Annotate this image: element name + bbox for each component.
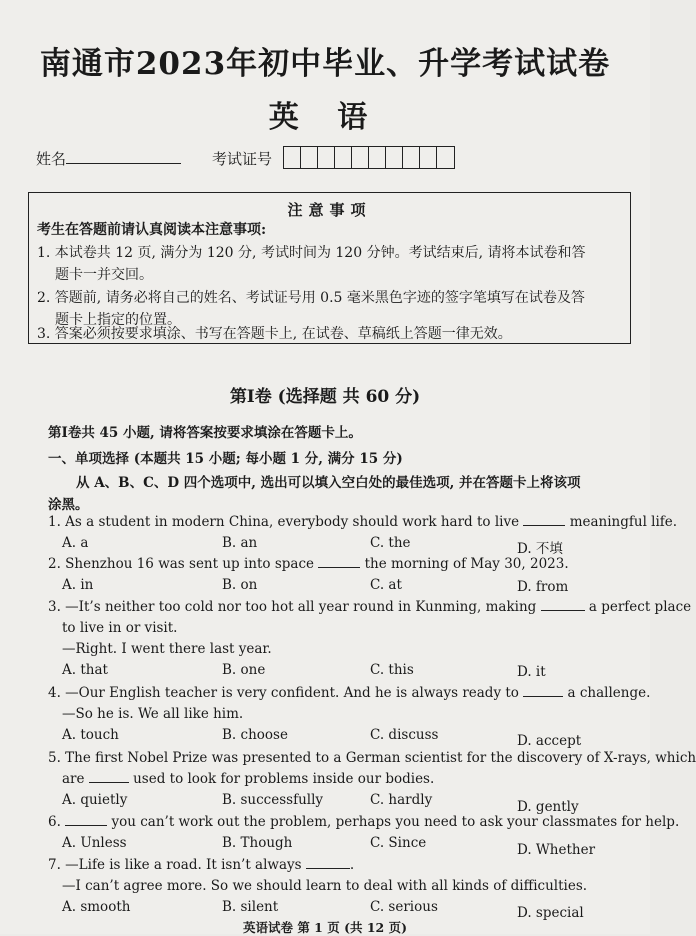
- answer-blank[interactable]: [89, 771, 129, 783]
- option[interactable]: D. gently: [517, 799, 579, 815]
- option[interactable]: B. an: [222, 535, 258, 551]
- question-text: you can’t work out the problem, perhaps you need to ask your classmates for help.: [111, 814, 680, 830]
- option[interactable]: A. touch: [62, 727, 119, 743]
- question-6: [48, 814, 679, 830]
- question-text: —I can’t agree more. So we should learn to deal with all kinds of difficulties.: [62, 878, 588, 894]
- page-footer: 英语试卷 第 1 页 (共 12 页): [242, 920, 408, 935]
- question-text: are used to look for problems inside our bodies.: [62, 771, 435, 787]
- option[interactable]: B. silent: [222, 899, 279, 915]
- question-text: 5. The first Nobel Prize was presented to a German scientist for the discovery of X-rays, which: [48, 750, 696, 766]
- option[interactable]: A. that: [62, 662, 108, 678]
- name-field: [36, 148, 181, 169]
- question-2: [48, 556, 569, 572]
- option[interactable]: B. choose: [222, 727, 288, 743]
- answer-blank[interactable]: [65, 814, 107, 826]
- notice-item: 1. 本试卷共 12 页, 满分为 120 分, 考试时间为 120 分钟。考试结束后, 请将本试卷和答: [37, 245, 586, 261]
- subject-title: 英 语: [268, 100, 382, 135]
- question-1: [48, 514, 677, 530]
- answer-blank[interactable]: [541, 599, 585, 611]
- section-title: 一、单项选择 (本题共 15 小题; 每小题 1 分, 满分 15 分): [48, 451, 403, 467]
- option[interactable]: B. Though: [222, 835, 293, 851]
- name-label: 姓名: [36, 150, 67, 168]
- option[interactable]: C. the: [370, 535, 411, 551]
- option[interactable]: A. in: [62, 577, 94, 593]
- notice-intro: 考生在答题前请认真阅读本注意事项:: [37, 222, 267, 238]
- option[interactable]: D. 不填: [517, 541, 563, 557]
- question-text: 1. As a student in modern China, everybody should work hard to live: [48, 514, 520, 530]
- option[interactable]: B. successfully: [222, 792, 324, 808]
- option[interactable]: D. from: [517, 579, 569, 595]
- question-3: [48, 599, 691, 615]
- question-7: 7. —Life is like a road. It isn’t always .: [48, 857, 355, 873]
- question-text: meaningful life.: [569, 514, 678, 530]
- part-heading: 第Ⅰ卷 (选择题 共 60 分): [229, 387, 421, 407]
- notice-item: 3. 答案必须按要求填涂、书写在答题卡上, 在试卷、草稿纸上答题一律无效。: [37, 326, 512, 342]
- option[interactable]: C. this: [370, 662, 414, 678]
- section-desc: 涂黑。: [48, 497, 89, 513]
- question-5: [48, 750, 696, 766]
- question-text: 7. —Life is like a road. It isn’t always: [48, 857, 302, 873]
- question-text: a challenge.: [567, 685, 651, 701]
- answer-blank[interactable]: [306, 857, 350, 869]
- answer-blank[interactable]: [318, 556, 360, 568]
- notice-title: 注意事项: [287, 201, 372, 219]
- notice-item: 题卡一并交回。: [55, 267, 153, 283]
- question-text: —So he is. We all like him.: [62, 706, 244, 722]
- notice-item: 题卡上指定的位置。: [55, 312, 181, 328]
- option[interactable]: A. quietly: [62, 792, 128, 808]
- exam-title: 南通市2023年初中毕业、升学考试试卷: [39, 46, 611, 82]
- option[interactable]: A. smooth: [62, 899, 131, 915]
- exam-id-label: 考试证号: [212, 150, 273, 168]
- option[interactable]: A. a: [62, 535, 89, 551]
- option[interactable]: C. serious: [370, 899, 438, 915]
- question-text: the morning of May 30, 2023.: [364, 556, 569, 572]
- question-text: to live in or visit.: [62, 620, 178, 636]
- answer-blank[interactable]: [523, 685, 563, 697]
- question-text: 2. Shenzhou 16 was sent up into space: [48, 556, 314, 572]
- question-text: 3. —It’s neither too cold nor too hot all year round in Kunming, making: [48, 599, 537, 615]
- question-text: a perfect place: [588, 599, 692, 615]
- question-text: —Right. I went there last year.: [62, 641, 272, 657]
- notice-box: [28, 192, 631, 344]
- option[interactable]: B. one: [222, 662, 266, 678]
- question-4: [48, 685, 650, 701]
- section-desc: 从 A、B、C、D 四个选项中, 选出可以填入空白处的最佳选项, 并在答题卡上将该项: [76, 475, 581, 491]
- option[interactable]: D. special: [517, 905, 584, 921]
- option[interactable]: D. Whether: [517, 842, 596, 858]
- part-instruction: 第Ⅰ卷共 45 小题, 请将答案按要求填涂在答题卡上。: [48, 425, 362, 441]
- question-text: 6.: [48, 814, 61, 830]
- exam-id-boxes[interactable]: [283, 146, 455, 169]
- option[interactable]: A. Unless: [62, 835, 127, 851]
- name-line[interactable]: [66, 163, 181, 164]
- option[interactable]: D. accept: [517, 733, 582, 749]
- option[interactable]: C. at: [370, 577, 402, 593]
- option[interactable]: B. on: [222, 577, 258, 593]
- option[interactable]: C. discuss: [370, 727, 439, 743]
- option[interactable]: D. it: [517, 664, 546, 680]
- notice-item: 2. 答题前, 请务必将自己的姓名、考试证号用 0.5 毫米黑色字迹的签字笔填写在试卷及答: [37, 290, 585, 306]
- option[interactable]: C. Since: [370, 835, 427, 851]
- question-text: 4. —Our English teacher is very confident. And he is always ready to: [48, 685, 519, 701]
- answer-blank[interactable]: [523, 514, 565, 526]
- option[interactable]: C. hardly: [370, 792, 433, 808]
